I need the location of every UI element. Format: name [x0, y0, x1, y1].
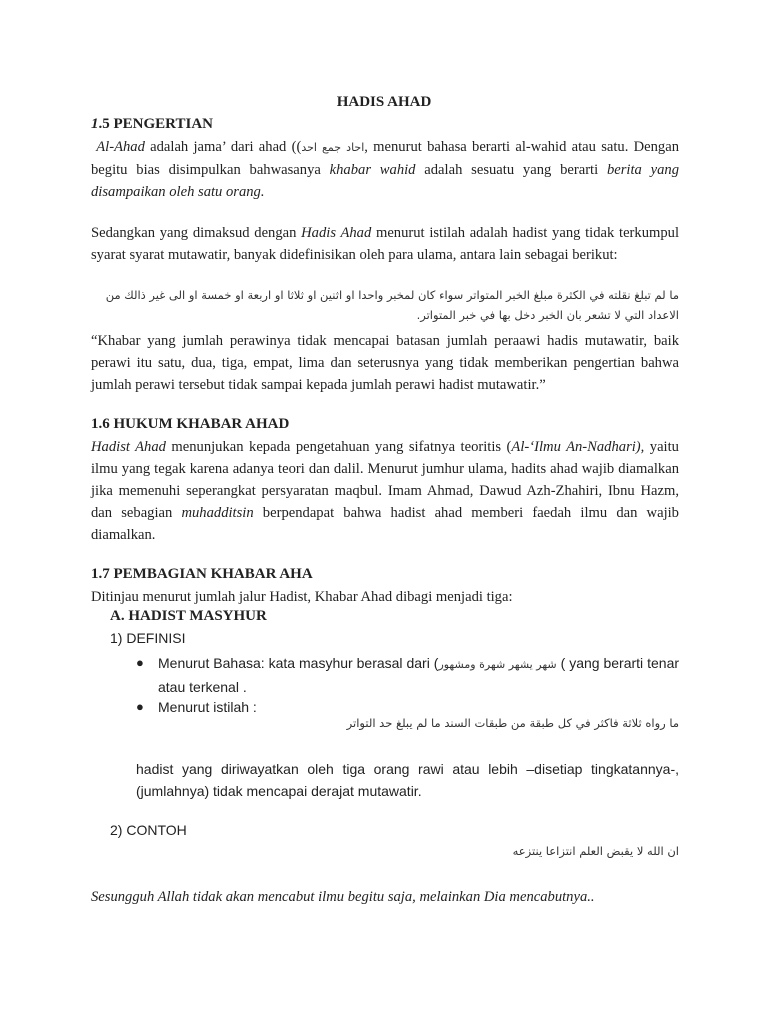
text-span: menunjukan kepada pengetahuan yang sifatnya teoritis ( — [165, 439, 512, 455]
arabic-inline: شهر يشهر شهرة ومشهور — [438, 658, 557, 671]
arabic-inline: احاد جمع احد — [301, 141, 365, 154]
list-item-definisi: 1) DEFINISI — [110, 630, 186, 646]
heading-text: .5 PENGERTIAN — [98, 116, 213, 132]
arabic-definition-masyhur: ما رواه ثلاثة فاكثر في كل طبقة من طبقات السند ما لم يبلغ حد التواتر — [346, 716, 679, 730]
text-span: berpendapat bahwa hadist ahad memberi faedah ilmu dan wajib diamalkan. — [91, 505, 679, 543]
bullet-icon: ● — [136, 699, 144, 714]
text-span: menurut istilah adalah hadist yang tidak terkumpul syarat syarat mutawatir, banyak didefinisikan oleh para ulama, antara lain sebagai berikut: — [91, 225, 680, 263]
text-span: Menurut istilah : — [158, 699, 257, 715]
paragraph-pembagian-intro: Ditinjau menurut jumlah jalur Hadist, Khabar Ahad dibagi menjadi tiga: — [91, 589, 513, 605]
bullet-menurut-bahasa — [136, 652, 680, 698]
list-item-contoh: 2) CONTOH — [110, 822, 187, 838]
paragraph-pengertian — [91, 136, 679, 203]
arabic-definition-line-1: ما لم تبلغ نقلته في الكثرة مبلغ الخبر المتواتر سواء كان لمخبر واحدا او اثنين او ثلاثا او اربعة او خمسة او الى غير ذالك من — [105, 288, 679, 302]
text-span: yaitu ilmu yang tegak karena adanya teori dan dalil. Menurut jumhur ulama, hadits ahad wajib diamalkan jika memenuhi seperangkat persyaratan maqbul. Imam Ahmad, Dawud Azh-Zhahiri, Ibnu Hazm, dan sebagian — [91, 439, 679, 521]
heading-number: 1 — [91, 116, 99, 132]
arabic-definition-line-2: الاعداد التي لا تشعر بان الخبر دخل بها في خبر المتواتر. — [416, 308, 679, 322]
text-span: Sedangkan yang dimaksud dengan — [91, 225, 302, 241]
text-span: ( yang berarti tenar atau terkenal . — [158, 655, 680, 695]
translation-quote: “Khabar yang jumlah perawinya tidak mencapai batasan jumlah peraawi hadis mutawatir, baik perawi itu satu, dua, tiga, empat, lima dan seterusnya yang tidak memberikan pengertian bahwa jumlah perawi tersebut tidak sampai kepada jumlah perawi hadist mutawatir.” — [91, 333, 679, 393]
term-muhadditsin: muhadditsin — [181, 505, 254, 521]
term-al-ahad: Al-Ahad — [96, 139, 145, 155]
example-translation: Sesungguh Allah tidak akan mencabut ilmu begitu saja, melainkan Dia mencabutnya.. — [91, 889, 595, 905]
paragraph-hukum — [91, 436, 679, 546]
paragraph-definisi-masyhur: hadist yang diriwayatkan oleh tiga orang rawi atau lebih –disetiap tingkatannya-, (jumlahnya) tidak mencapai derajat mutawatir. — [136, 761, 679, 799]
bullet-icon: ● — [136, 655, 144, 670]
term-khabar-wahid: khabar wahid — [329, 162, 416, 178]
arabic-example: ان الله لا يقبض العلم انتزاعا ينتزعه — [512, 844, 679, 858]
section-heading-1-5 — [91, 116, 213, 133]
bullet-menurut-istilah — [136, 696, 679, 718]
document-title: HADIS AHAD — [336, 94, 432, 110]
term-hadis-ahad: Hadis Ahad — [301, 225, 372, 241]
paragraph-istilah — [91, 222, 679, 266]
term-hadist-ahad: Hadist Ahad — [91, 439, 166, 455]
subheading-hadist-masyhur: A. HADIST MASYHUR — [110, 608, 267, 624]
section-heading-1-7: 1.7 PEMBAGIAN KHABAR AHA — [91, 566, 313, 582]
term-al-ilmu-an-nadhari: Al-‘Ilmu An-Nadhari), — [511, 439, 645, 455]
text-span: Menurut Bahasa: kata masyhur berasal dari ( — [158, 655, 439, 671]
term-definition: berita yang disampaikan oleh satu orang. — [91, 162, 679, 200]
section-heading-1-6: 1.6 HUKUM KHABAR AHAD — [91, 416, 290, 432]
text-span: adalah sesuatu yang berarti — [415, 162, 607, 178]
text-span: , menurut bahasa berarti al-wahid atau satu. Dengan begitu bias disimpulkan bahwasanya — [91, 139, 680, 178]
text-span: adalah jama’ dari ahad (( — [144, 139, 302, 155]
